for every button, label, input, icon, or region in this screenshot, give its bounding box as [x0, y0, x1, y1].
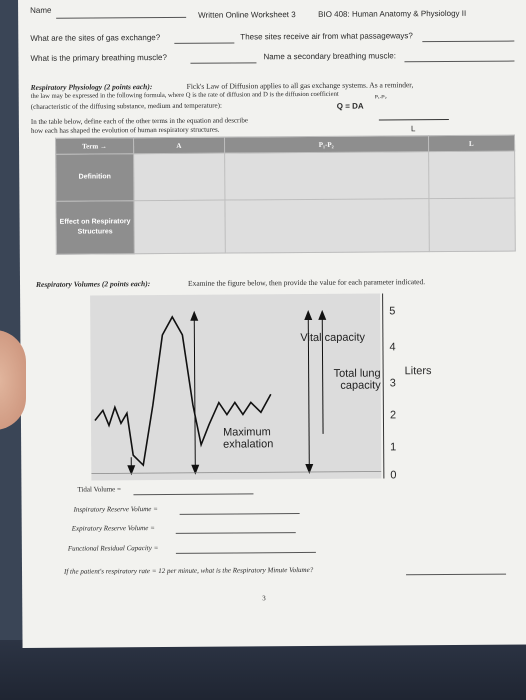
fick-formula: Q = DA: [336, 101, 364, 111]
answer-line-erv[interactable]: [176, 532, 296, 534]
formula-fraction-bar: [379, 119, 449, 120]
question-primary-muscle: What is the primary breathing muscle?: [30, 52, 167, 63]
scale-tick-4: 4: [389, 341, 396, 354]
table-row: [56, 151, 515, 201]
answer-line-1[interactable]: [174, 42, 234, 43]
answer-line-frc[interactable]: [176, 552, 316, 554]
course-title: BIO 408: Human Anatomy & Physiology II: [318, 8, 467, 19]
fick-instruction-2: how each has shaped the evolution of human respiratory structures.: [30, 125, 220, 135]
scale-tick-2: 2: [389, 409, 397, 422]
table-cell[interactable]: [134, 200, 225, 254]
answer-line-minute-volume[interactable]: [406, 574, 506, 576]
table-cell[interactable]: [429, 198, 516, 252]
item-inspiratory-reserve: Inspiratory Reserve Volume =: [73, 505, 158, 514]
row-label-definition: Definition: [56, 154, 134, 202]
label-total-lung-capacity: Total lung capacity: [333, 367, 381, 392]
fick-line-2: the law may be expressed in the following formula, where Q is the rate of diffusion and D is the diffusion coefficient: [30, 90, 339, 100]
fick-heading: Respiratory Physiology (2 points each):: [30, 82, 153, 92]
spirometry-figure: [90, 293, 381, 480]
table-cell[interactable]: [224, 152, 428, 200]
name-line[interactable]: [56, 17, 186, 19]
answer-line-irv[interactable]: [180, 513, 300, 515]
row-label-effect: Effect on Respiratory Structures: [56, 201, 134, 255]
question-gas-exchange: What are the sites of gas exchange?: [30, 33, 161, 43]
fick-instruction-1: In the table below, define each of the other terms in the equation and describe: [30, 116, 248, 126]
table-row: [56, 198, 515, 254]
liters-scale: [382, 293, 400, 482]
worksheet-page: [18, 0, 526, 648]
page-number: 3: [262, 594, 266, 603]
header-a: A: [133, 137, 224, 154]
label-vital-capacity: Vital capacity: [300, 331, 366, 345]
question-secondary-muscle: Name a secondary breathing muscle:: [263, 51, 396, 62]
volumes-heading: Respiratory Volumes (2 points each):: [35, 279, 151, 289]
answer-line-4[interactable]: [404, 61, 514, 63]
fick-line-3: (characteristic of the diffusing substance, medium and temperature):: [30, 101, 222, 111]
worksheet-title: Written Online Worksheet 3: [198, 10, 296, 20]
scale-tick-3: 3: [389, 377, 396, 390]
arrow-line: [194, 313, 195, 473]
item-minute-volume: If the patient's respiratory rate = 12 per minute, what is the Respiratory Minute Volume?: [63, 565, 314, 576]
fick-line-1: Fick's Law of Diffusion applies to all gas exchange systems. As a reminder,: [186, 80, 414, 91]
name-label: Name: [30, 5, 52, 15]
table-cell[interactable]: [225, 199, 429, 253]
fick-terms-table: [55, 135, 516, 255]
formula-numerator: P₁-P₂: [374, 94, 387, 101]
answer-line-tidal[interactable]: [133, 493, 253, 495]
answer-line-2[interactable]: [422, 41, 514, 43]
table-cell[interactable]: [428, 151, 515, 199]
question-passageways: These sites receive air from what passageways?: [240, 31, 413, 42]
item-functional-residual: Functional Residual Capacity =: [67, 544, 159, 553]
formula-denominator: L: [410, 124, 416, 134]
header-l: L: [428, 135, 515, 152]
header-term: Term →: [55, 138, 133, 155]
answer-line-3[interactable]: [190, 62, 256, 63]
item-expiratory-reserve: Expiratory Reserve Volume =: [71, 524, 155, 533]
desk-background: [0, 640, 526, 700]
scale-tick-0: 0: [390, 469, 397, 482]
item-tidal-volume: Tidal Volume =: [77, 485, 121, 494]
header-p1-p2: P₁-P₂: [224, 136, 428, 153]
table-cell[interactable]: [134, 153, 225, 201]
scale-tick-5: 5: [389, 305, 396, 318]
label-liters: Liters: [404, 365, 432, 378]
label-maximum-exhalation: Maximum exhalation: [223, 426, 274, 451]
volumes-instruction: Examine the figure below, then provide the value for each parameter indicated.: [187, 277, 426, 288]
scale-tick-1: 1: [390, 441, 397, 454]
